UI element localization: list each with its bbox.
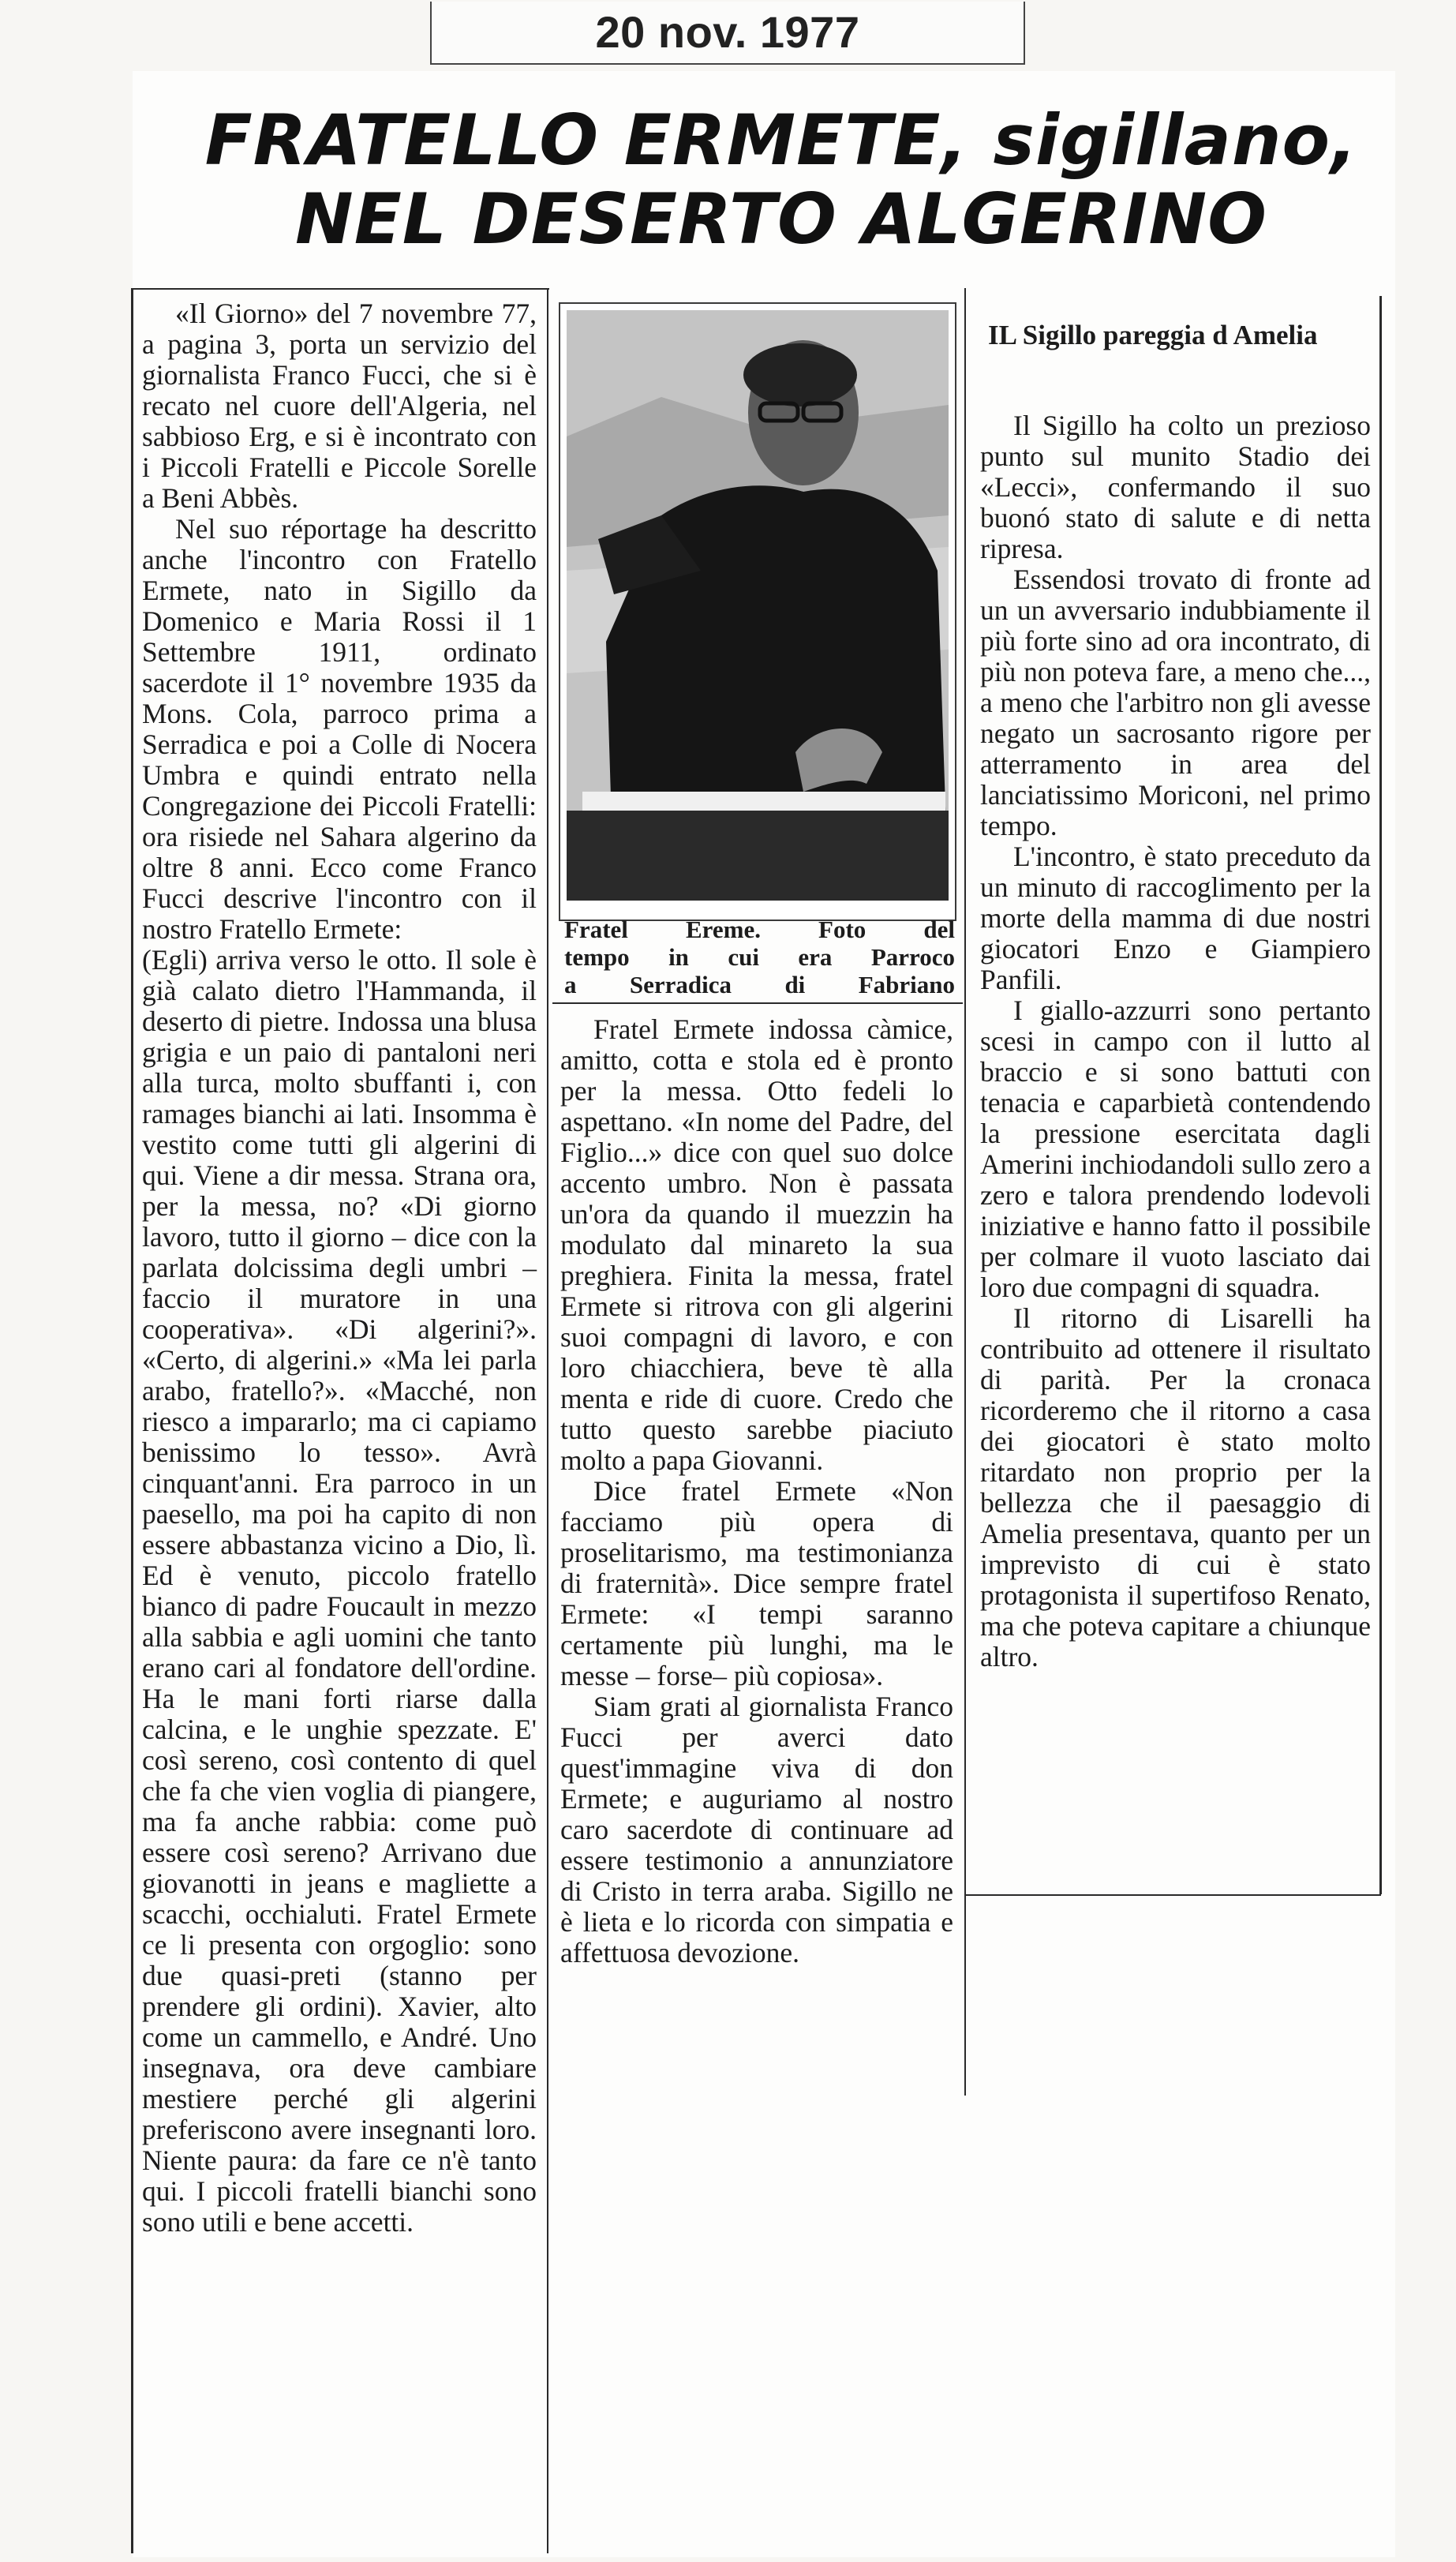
middle-column-divider — [964, 288, 966, 2096]
left-column-border-left — [131, 288, 133, 2553]
portrait-photo-frame — [559, 302, 956, 921]
middle-column — [560, 1014, 953, 1968]
clipping-date: 20 nov. 1977 — [595, 7, 860, 57]
left-column — [142, 298, 537, 2238]
headline-line-1: FRATELLO ERMETE, sigillano, — [204, 99, 1358, 181]
right-column — [980, 410, 1371, 1672]
article-paragraph: Nel suo réportage ha descritto anche l'incontro con Fratello Ermete, nato in Sigillo da Domenico e Maria Rossi il 1 Settembre 1911, ordinato sacerdote il 1° novembre 1935 da Mons. Cola, parroco prima a Serradica e poi a Colle di Nocera Umbra e quindi entrato nella Congregazione dei Piccoli Fratelli: ora risiede nel Sahara algerino da oltre 8 anni. Ecco come Franco Fucci descrive l'incontro con il nostro Fratello Ermete: — [142, 513, 537, 945]
right-column-bottom-rule — [964, 1894, 1381, 1896]
middle-column-top-rule — [552, 1002, 963, 1004]
photo-caption — [564, 916, 955, 998]
sports-article-title: IL Sigillo pareggia d Amelia — [988, 320, 1318, 350]
article-paragraph: Fratel Ermete indossa càmice, amitto, cotta e stola ed è pronto per la messa. Otto fedeli lo aspettano. «In nome del Padre, del Figlio...» dice con quel suo dolce accento umbro. Non è passata un'ora da quando il muezzin ha modulato dal minareto la sua preghiera. Finita la messa, fratel Ermete si ritrova con gli algerini suoi compagni di lavoro, e con loro chiacchiera, beve tè alla menta e ride di cuore. Credo che tutto questo sarebbe piaciuto molto a papa Giovanni. — [560, 1013, 953, 1476]
article-paragraph: «Il Giorno» del 7 novembre 77, a pagina 3, porta un servizio del giornalista Franco Fucci, che si è recato nel cuore dell'Algeria, nel sabbioso Erg, e si è incontrato con i Piccoli Fratelli e Piccole Sorelle a Beni Abbès. — [142, 298, 537, 514]
headline — [158, 101, 1405, 259]
portrait-photo — [567, 310, 949, 901]
article-paragraph: I giallo-azzurri sono pertanto scesi in campo con il lutto al braccio e si sono battuti con tenacia e caparbietà contendendo la pressione esercitata dagli Amerini inchiodandoli sullo zero a zero e talora prendendo lodevoli iniziative e hanno fatto il possibile per colmare il vuoto lasciato dai loro due compagni di squadra. — [980, 994, 1371, 1303]
article-paragraph: Dice fratel Ermete «Non facciamo più opera di proselitarismo, ma testimonianza di fraternità». Dice sempre fratel Ermete: «I tempi saranno certamente più lunghi, ma le messe – forse– più copiosa». — [560, 1475, 953, 1691]
article-paragraph: (Egli) arriva verso le otto. Il sole è già calato dietro l'Hammanda, il deserto di pietre. Indossa una blusa grigia e un paio di pantaloni neri alla turca, molto sbuffanti i, con ramages bianchi ai lati. Insomma è vestito come tutti gli algerini di qui. Viene a dir messa. Strana ora, per la messa, no? «Di giorno lavoro, tutto il giorno – dice con la parlata dolcissima degli umbri – faccio il muratore in una cooperativa». «Di algerini?». «Certo, di algerini.» «Ma lei parla arabo, fratello?». «Macché, non riesco a impararlo; ma ci capiamo benissimo lo tesso». Avrà cinquant'anni. Era parroco in un paesello, ma poi ha capito di non essere abbastanza vicino a Dio, lì. Ed è venuto, piccolo fratello bianco di padre Foucault in mezzo alla sabbia e agli uomini che tanto erano cari al fondatore dell'ordine. Ha le mani forti riarse dalla calcina, e le unghie spezzate. E' così sereno, così contento di quel che fa che vien voglia di piangere, ma fa anche rabbia: come può essere così sereno? Arrivano due giovanotti in jeans e magliette a scacchi, occhialuti. Fratel Ermete ce li presenta con orgoglio: sono due quasi-preti (stanno per prendere gli ordini). Xavier, alto come un cammello, e André. Uno insegnava, ora deve cambiare mestiere perché gli algerini preferiscono avere insegnanti loro. Niente paura: da fare ce n'è tanto qui. I piccoli fratelli bianchi sono sono utili e bene accetti. — [142, 944, 537, 2238]
priest-portrait-image — [567, 310, 949, 901]
caption-line: tempo in cui era Parroco — [564, 943, 955, 971]
left-column-divider — [547, 288, 548, 2553]
date-box — [430, 2, 1025, 65]
article-paragraph: Essendosi trovato di fronte ad un un avversario indubbiamente il più forte sino ad ora incontrato, di più non poteva fare, a meno che..., a meno che l'arbitro non gli avesse negato un sacrosanto rigore per atterramento in area del lanciatissimo Moriconi, nel primo tempo. — [980, 564, 1371, 841]
article-paragraph: Siam grati al giornalista Franco Fucci per averci dato quest'immagine viva di don Ermete; e auguriamo al nostro caro sacerdote di continuare ad essere testimonio a annunziatore di Cristo in terra araba. Sigillo ne è lieta e lo ricorda con simpatia e affettuosa devozione. — [560, 1691, 953, 1968]
article-paragraph: Il ritorno di Lisarelli ha contribuito ad ottenere il risultato di parità. Per la cronaca ricorderemo che il ritorno a casa dei giocatori è stato molto ritardato non proprio per la bellezza che il paesaggio di Amelia presentava, quanto per un imprevisto di cui è stato protagonista il supertifoso Renato, ma che poteva capitare a chiunque altro. — [980, 1302, 1371, 1672]
headline-line-2: NEL DESERTO ALGERINO — [295, 178, 1267, 260]
right-column-border-right — [1379, 296, 1382, 1894]
article-paragraph: L'incontro, è stato preceduto da un minuto di raccoglimento per la morte della mamma di due nostri giocatori Enzo e Giampiero Panfili. — [980, 841, 1371, 995]
caption-line: a Serradica di Fabriano — [564, 971, 955, 998]
article-paragraph: Il Sigillo ha colto un prezioso punto sul munito Stadio dei «Lecci», confermando il suo buonó stato di salute e di netta ripresa. — [980, 410, 1371, 564]
left-column-border-top — [131, 288, 549, 290]
caption-line: Fratel Ereme. Foto del — [564, 916, 955, 943]
